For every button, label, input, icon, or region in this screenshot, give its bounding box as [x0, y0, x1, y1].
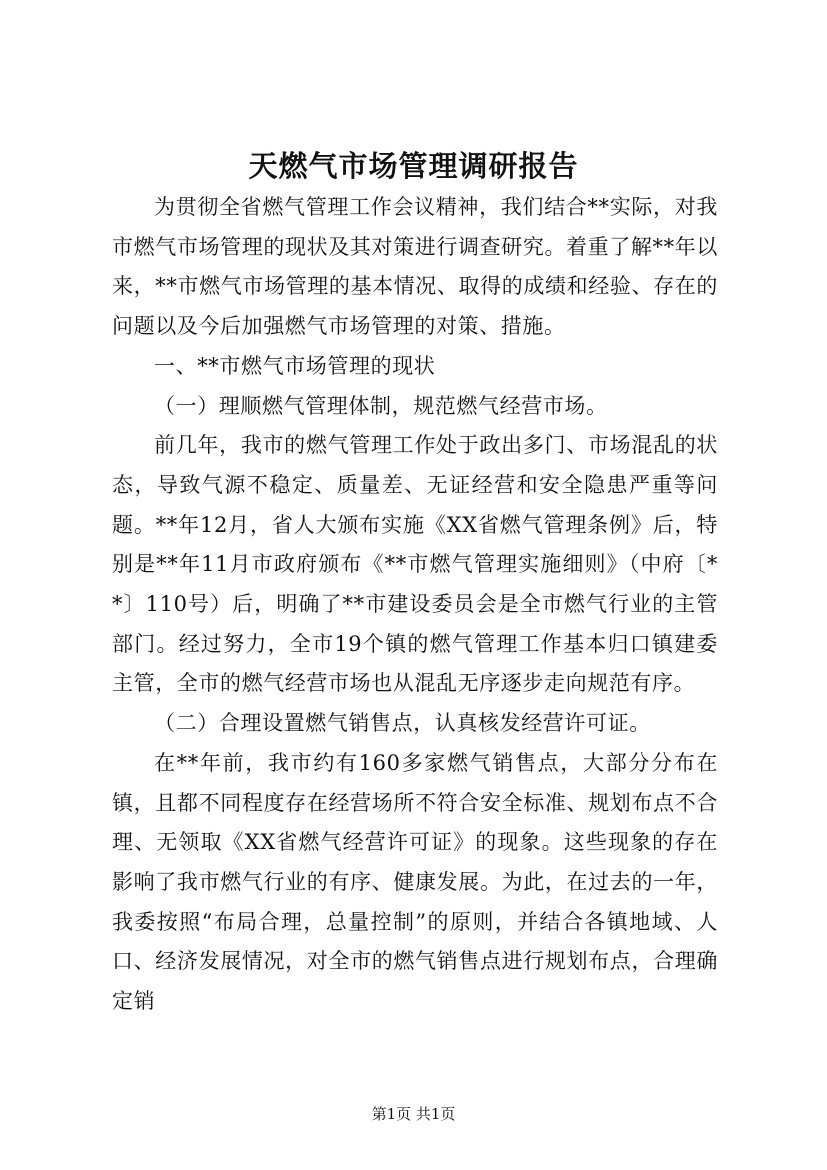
document-title: 天燃气市场管理调研报告: [248, 149, 579, 183]
subsection-heading-2: （二）合理设置燃气销售点，认真核发经营许可证。: [154, 711, 651, 736]
document-body: [112, 188, 718, 1022]
page-number-footer: 第1页 共1页: [371, 1105, 456, 1123]
section-heading-1: 一、**市燃气市场管理的现状: [154, 353, 436, 378]
paragraph-sales-points: 在**年前，我市约有160多家燃气销售点，大部分分布在镇，且都不同程度存在经营场所不符合安全标准、规划布点不合理、无领取《XX省燃气经营许可证》的现象。这些现象的存在影响了我市燃气行业的有序、健康发展。为此，在过去的一年，我委按照“布局合理，总量控制”的原则，并结合各镇地域、人口、经济发展情况，对全市的燃气销售点进行规划布点，合理确定销: [112, 750, 718, 1014]
paragraph-management-system: 前几年，我市的燃气管理工作处于政出多门、市场混乱的状态，导致气源不稳定、质量差、无证经营和安全隐患严重等问题。**年12月，省人大颁布实施《XX省燃气管理条例》后，特别是**年11月市政府颁布《**市燃气管理实施细则》（中府〔**〕110号）后，明确了**市建设委员会是全市燃气行业的主管部门。经过努力，全市19个镇的燃气管理工作基本归口镇建委主管，全市的燃气经营市场也从混乱无序逐步走向规范有序。: [112, 433, 718, 696]
subsection-heading-1: （一）理顺燃气管理体制，规范燃气经营市场。: [154, 393, 608, 418]
paragraph-intro: 为贯彻全省燃气管理工作会议精神，我们结合**实际，对我市燃气市场管理的现状及其对策进行调查研究。着重了解**年以来，**市燃气市场管理的基本情况、取得的成绩和经验、存在的问题以及今后加强燃气市场管理的对策、措施。: [112, 195, 718, 339]
